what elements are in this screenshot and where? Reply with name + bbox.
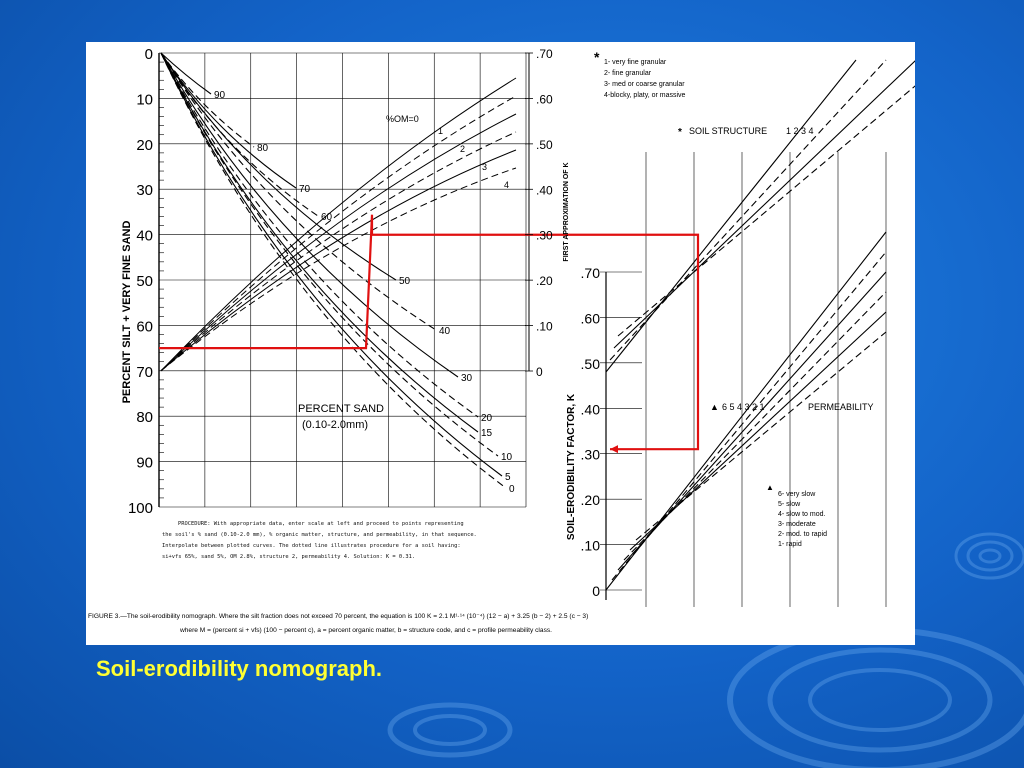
first-approx-tick: .70 bbox=[536, 47, 553, 61]
left-axis-tick: 10 bbox=[136, 91, 153, 109]
om-curve-label: 1 bbox=[438, 126, 444, 136]
structure-marker: * bbox=[678, 127, 682, 138]
procedure-line: Interpolate between plotted curves. The dotted line illustrates procedure for a soil having: bbox=[162, 543, 461, 549]
sand-curve-label: 15 bbox=[481, 428, 493, 439]
om-series-label: %OM=0 bbox=[386, 114, 419, 124]
sand-curve-label: 10 bbox=[501, 452, 513, 463]
k-axis-tick: 0 bbox=[592, 583, 600, 599]
structure-legend-item: 4-blocky, platy, or massive bbox=[604, 92, 686, 99]
permeability-legend-item: 5- slow bbox=[778, 501, 801, 508]
left-axis-tick: 40 bbox=[136, 227, 153, 245]
procedure-line: si+vfs 65%, sand 5%, OM 2.8%, structure 2, permeability 4. Solution: K = 0.31. bbox=[162, 554, 416, 560]
first-approx-tick: 0 bbox=[536, 365, 543, 379]
sand-curve-label: 20 bbox=[481, 413, 493, 424]
structure-legend-item: 2- fine granular bbox=[604, 70, 652, 77]
om-curve-label: 3 bbox=[482, 162, 488, 172]
k-axis-tick: .30 bbox=[580, 446, 600, 463]
structure-title: SOIL STRUCTURE bbox=[689, 126, 768, 136]
k-axis-tick: .20 bbox=[580, 492, 600, 509]
k-axis-tick: .50 bbox=[580, 355, 600, 372]
left-axis-tick: 100 bbox=[127, 500, 153, 517]
om-curve-label: 4 bbox=[504, 180, 510, 190]
k-axis-tick: .40 bbox=[580, 401, 600, 418]
structure-legend-item: 3- med or coarse granular bbox=[604, 81, 685, 88]
sand-curve-label: 50 bbox=[399, 276, 411, 287]
structure-legend-marker: * bbox=[594, 49, 600, 65]
sand-curve-label: 70 bbox=[299, 184, 311, 195]
sand-curve-label: 80 bbox=[257, 143, 269, 154]
permeability-codes: 6 5 4 3 2 1 bbox=[722, 402, 765, 412]
left-axis-label: PERCENT SILT + VERY FINE SAND bbox=[121, 220, 133, 404]
permeability-legend-item: 2- mod. to rapid bbox=[778, 531, 828, 538]
k-axis-tick: .60 bbox=[580, 310, 600, 327]
left-axis-tick: 90 bbox=[136, 454, 153, 472]
slide-caption: Soil-erodibility nomograph. bbox=[96, 656, 382, 681]
first-approx-tick: .10 bbox=[536, 319, 553, 334]
sand-curve-label: 90 bbox=[214, 90, 226, 101]
permeability-marker: ▲ bbox=[710, 402, 719, 412]
sand-curve-label: 60 bbox=[321, 212, 333, 223]
first-approx-tick: .20 bbox=[536, 274, 553, 289]
sand-series-label: PERCENT SAND bbox=[298, 403, 384, 415]
left-axis-tick: 50 bbox=[136, 273, 153, 290]
permeability-legend-item: 3- moderate bbox=[778, 521, 816, 528]
left-axis-tick: 20 bbox=[136, 136, 153, 154]
structure-codes: 1 2 3 4 bbox=[786, 126, 814, 136]
k-axis-label: SOIL-ERODIBILITY FACTOR, K bbox=[566, 393, 577, 541]
first-approx-axis-label: FIRST APPROXIMATION OF K bbox=[563, 162, 570, 262]
permeability-legend-marker: ▲ bbox=[766, 483, 774, 492]
first-approx-tick: .40 bbox=[536, 183, 553, 198]
left-axis-tick: 80 bbox=[136, 409, 153, 427]
left-axis-tick: 60 bbox=[136, 318, 153, 336]
k-axis-tick: .70 bbox=[580, 265, 600, 281]
first-approx-tick: .30 bbox=[536, 228, 553, 243]
left-axis-tick: 30 bbox=[136, 182, 153, 200]
permeability-legend-item: 1- rapid bbox=[778, 541, 802, 548]
figure-caption-line: FIGURE 3.—The soil-erodibility nomograph. Where the silt fraction does not exceed 70 percent, the equation is 100 K = 2.1 M¹·¹⁴ (10⁻⁴) (12 − a) + 3.25 (b − 2) + 2.5 (c − 3) bbox=[88, 613, 589, 620]
figure-caption-line: where M = (percent si + vfs) (100 − percent c), a = percent organic matter, b = structure code, and c = profile permeability class. bbox=[180, 627, 552, 634]
nomograph-figure bbox=[86, 42, 915, 645]
k-axis-tick: .10 bbox=[580, 537, 600, 554]
permeability-legend-item: 6- very slow bbox=[778, 491, 816, 498]
sand-curve-label: 0 bbox=[509, 484, 515, 495]
first-approx-tick: .50 bbox=[536, 137, 553, 152]
first-approx-tick: .60 bbox=[536, 92, 553, 107]
left-axis-tick: 0 bbox=[144, 46, 153, 63]
om-curve-label: 2 bbox=[460, 144, 466, 154]
structure-legend-item: 1- very fine granular bbox=[604, 59, 667, 66]
procedure-line: PROCEDURE: With appropriate data, enter scale at left and proceed to points representing bbox=[178, 521, 464, 527]
sand-curve-label: 30 bbox=[461, 373, 473, 384]
procedure-line: the soil's % sand (0.10-2.0 mm), % organic matter, structure, and permeability, in that sequence. bbox=[162, 532, 477, 538]
permeability-legend-item: 4- slow to mod. bbox=[778, 511, 826, 518]
left-axis-tick: 70 bbox=[136, 363, 153, 381]
permeability-title: PERMEABILITY bbox=[808, 402, 874, 412]
sand-curve-label: 40 bbox=[439, 326, 451, 337]
sand-curve-label: 5 bbox=[505, 472, 511, 483]
sand-series-unit: (0.10-2.0mm) bbox=[302, 419, 369, 431]
